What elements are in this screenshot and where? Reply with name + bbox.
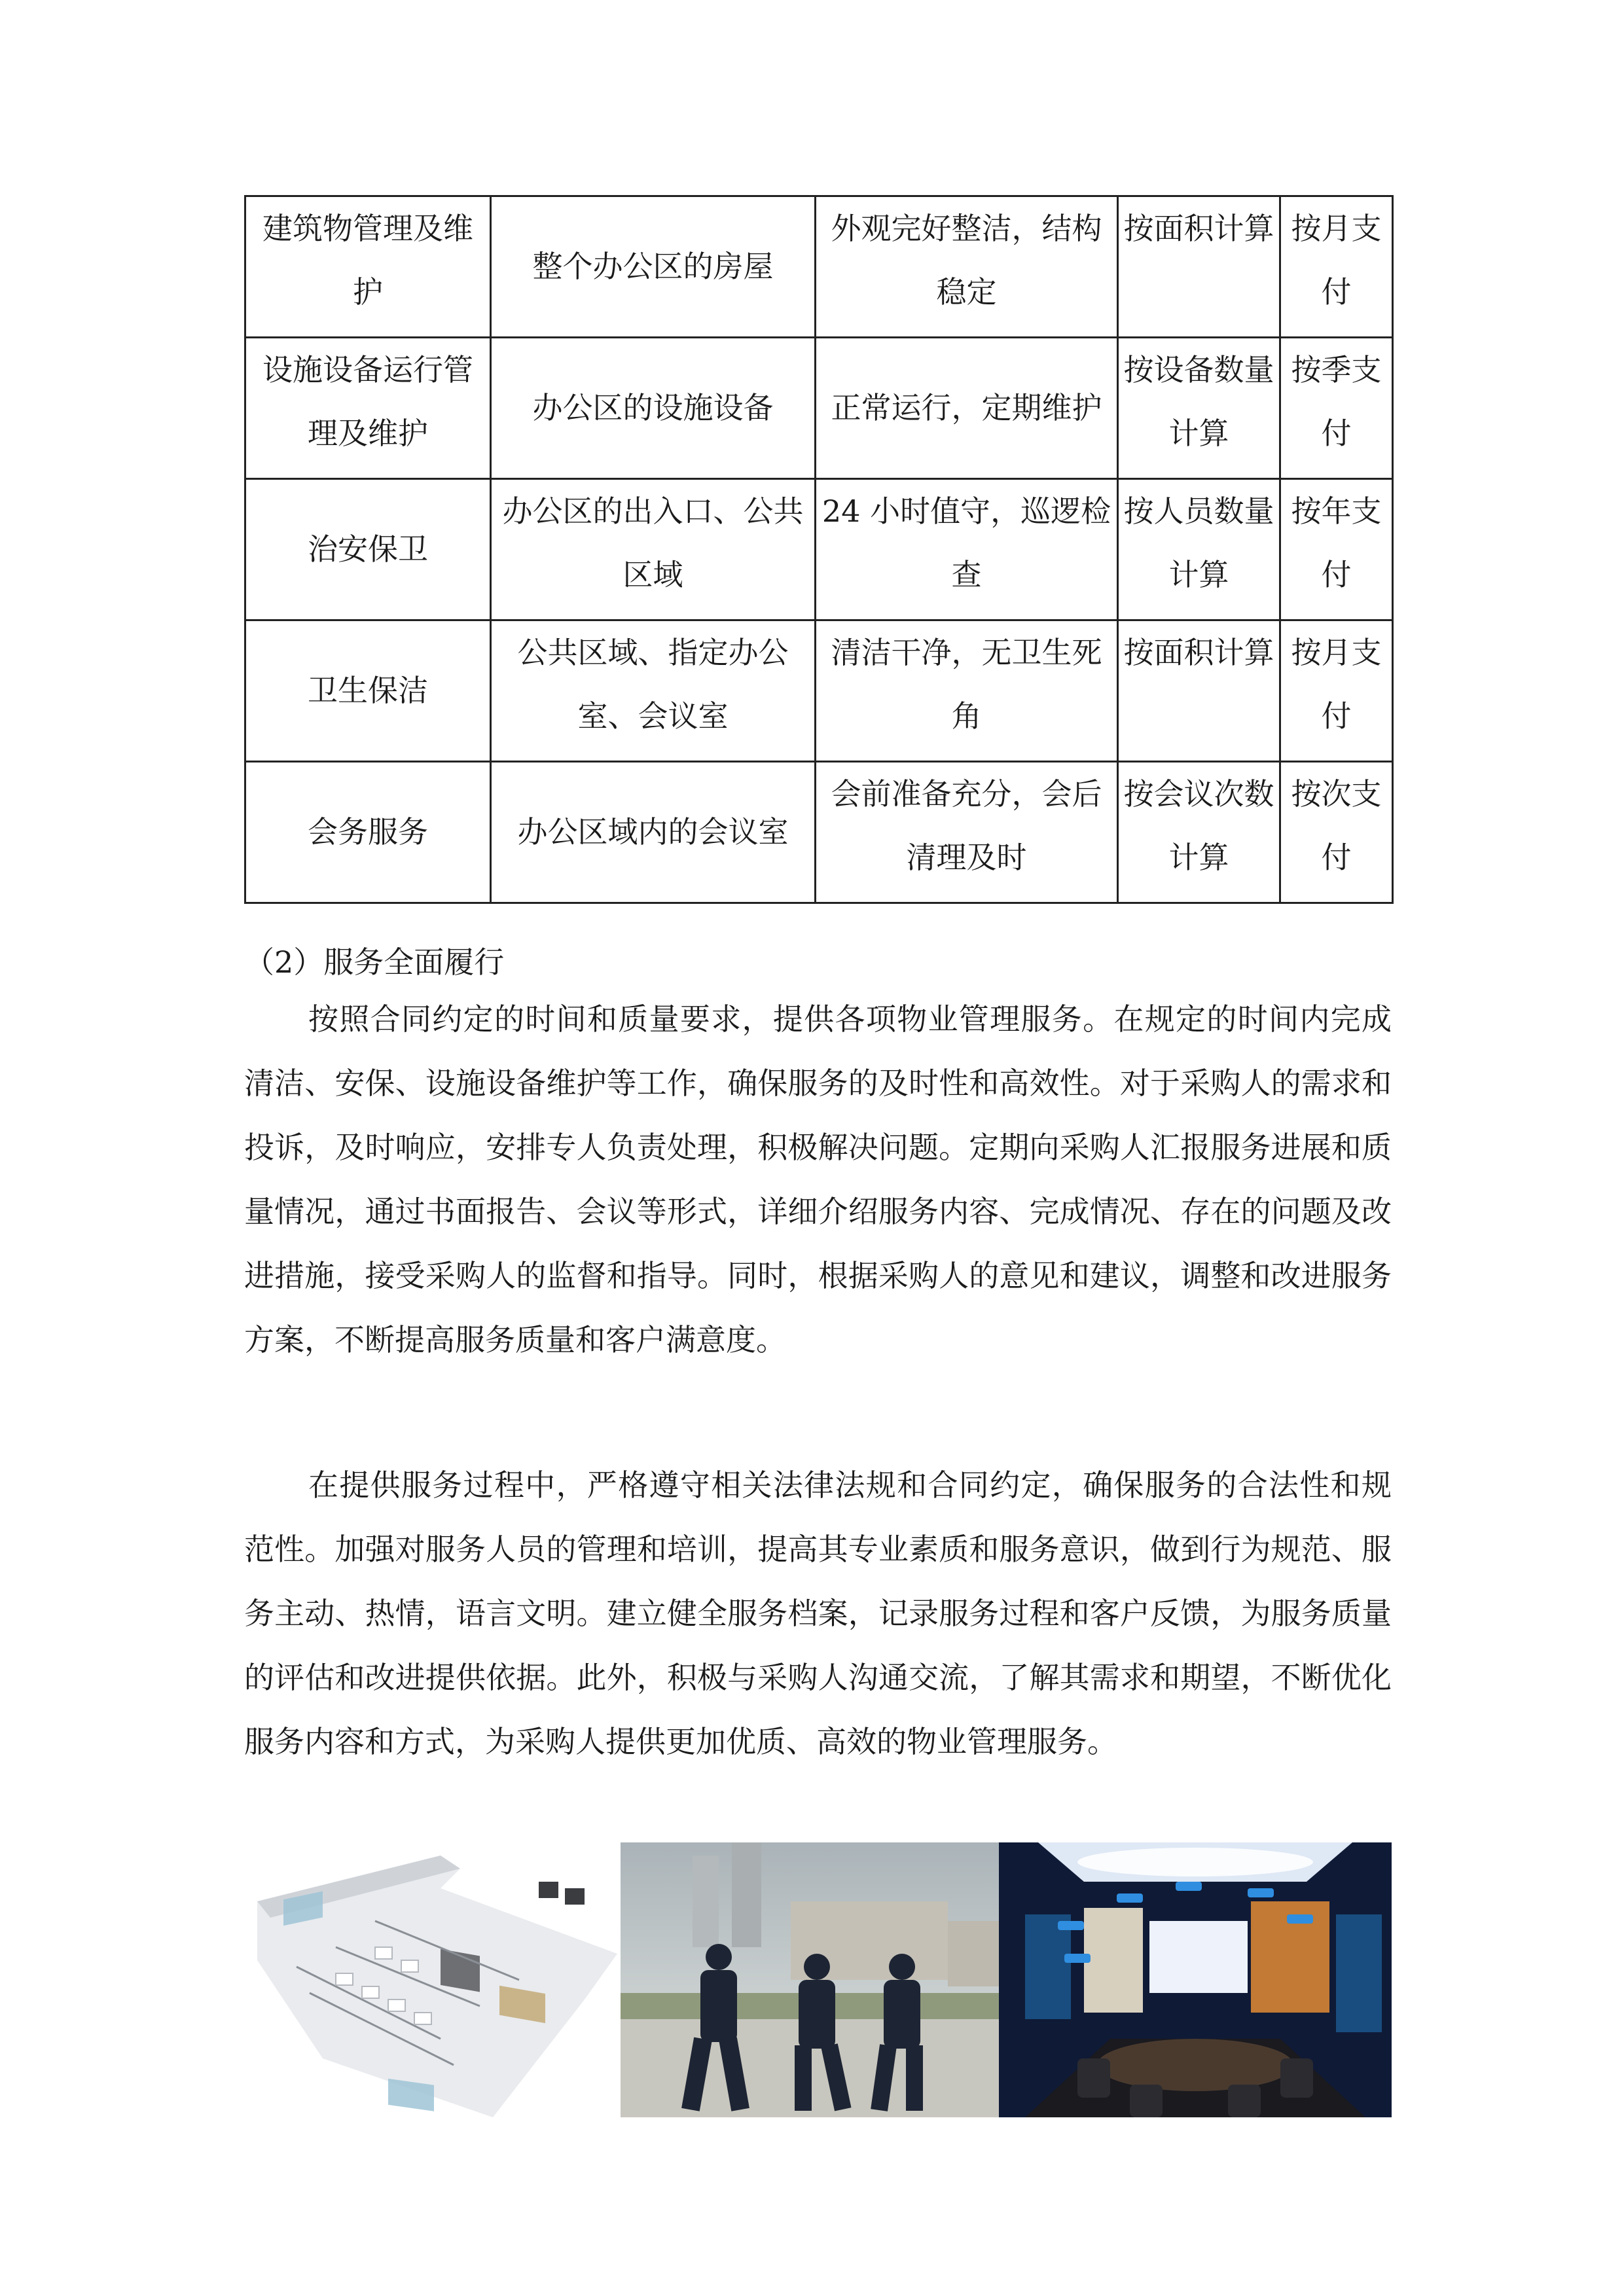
security-patrol-image <box>621 1842 999 2117</box>
cell-payment: 按月支付 <box>1280 620 1393 762</box>
cell-item: 设施设备运行管理及维护 <box>245 338 491 479</box>
office-floorplan-image <box>244 1842 621 2117</box>
cell-billing: 按设备数量计算 <box>1118 338 1280 479</box>
cell-standard: 外观完好整洁，结构稳定 <box>816 196 1118 338</box>
cell-billing: 按面积计算 <box>1118 196 1280 338</box>
paragraph-service-compliance: 在提供服务过程中，严格遵守相关法律法规和合同约定，确保服务的合法性和规范性。加强对服务人员的管理和培训，提高其专业素质和服务意识，做到行为规范、服务主动、热情，语言文明。建立健全服务档案，记录服务过程和客户反馈，为服务质量的评估和改进提供依据。此外，积极与采购人沟通交流，了解其需求和期望，不断优化服务内容和方式，为采购人提供更加优质、高效的物业管理服务。 <box>244 1467 1392 1759</box>
cell-scope: 办公区的设施设备 <box>491 338 816 479</box>
service-table <box>244 195 1394 904</box>
cell-standard: 清洁干净，无卫生死角 <box>816 620 1118 762</box>
table-row <box>245 762 1393 903</box>
paragraph-service-fulfillment: 按照合同约定的时间和质量要求，提供各项物业管理服务。在规定的时间内完成清洁、安保、设施设备维护等工作，确保服务的及时性和高效性。对于采购人的需求和投诉，及时响应，安排专人负责处理，积极解决问题。定期向采购人汇报服务进展和质量情况，通过书面报告、会议等形式，详细介绍服务内容、完成情况、存在的问题及改进措施，接受采购人的监督和指导。同时，根据采购人的意见和建议，调整和改进服务方案，不断提高服务质量和客户满意度。 <box>244 1001 1392 1357</box>
table-row <box>245 620 1393 762</box>
cell-item: 治安保卫 <box>245 479 491 620</box>
cell-standard: 正常运行，定期维护 <box>816 338 1118 479</box>
cell-payment: 按季支付 <box>1280 338 1393 479</box>
cell-billing: 按面积计算 <box>1118 620 1280 762</box>
cell-payment: 按月支付 <box>1280 196 1393 338</box>
table-row <box>245 479 1393 620</box>
cell-payment: 按年支付 <box>1280 479 1393 620</box>
cell-payment: 按次支付 <box>1280 762 1393 903</box>
cell-scope: 办公区的出入口、公共区域 <box>491 479 816 620</box>
table-row <box>245 338 1393 479</box>
cell-item: 建筑物管理及维护 <box>245 196 491 338</box>
table-row <box>245 196 1393 338</box>
cell-item: 卫生保洁 <box>245 620 491 762</box>
conference-room-image <box>999 1842 1392 2117</box>
cell-billing: 按人员数量计算 <box>1118 479 1280 620</box>
section-heading: （2）服务全面履行 <box>244 944 505 980</box>
photo-strip <box>244 1842 1392 2117</box>
cell-scope: 公共区域、指定办公室、会议室 <box>491 620 816 762</box>
cell-standard: 24 小时值守，巡逻检查 <box>816 479 1118 620</box>
cell-scope: 办公区域内的会议室 <box>491 762 816 903</box>
cell-standard: 会前准备充分，会后清理及时 <box>816 762 1118 903</box>
cell-billing: 按会议次数计算 <box>1118 762 1280 903</box>
cell-scope: 整个办公区的房屋 <box>491 196 816 338</box>
cell-item: 会务服务 <box>245 762 491 903</box>
